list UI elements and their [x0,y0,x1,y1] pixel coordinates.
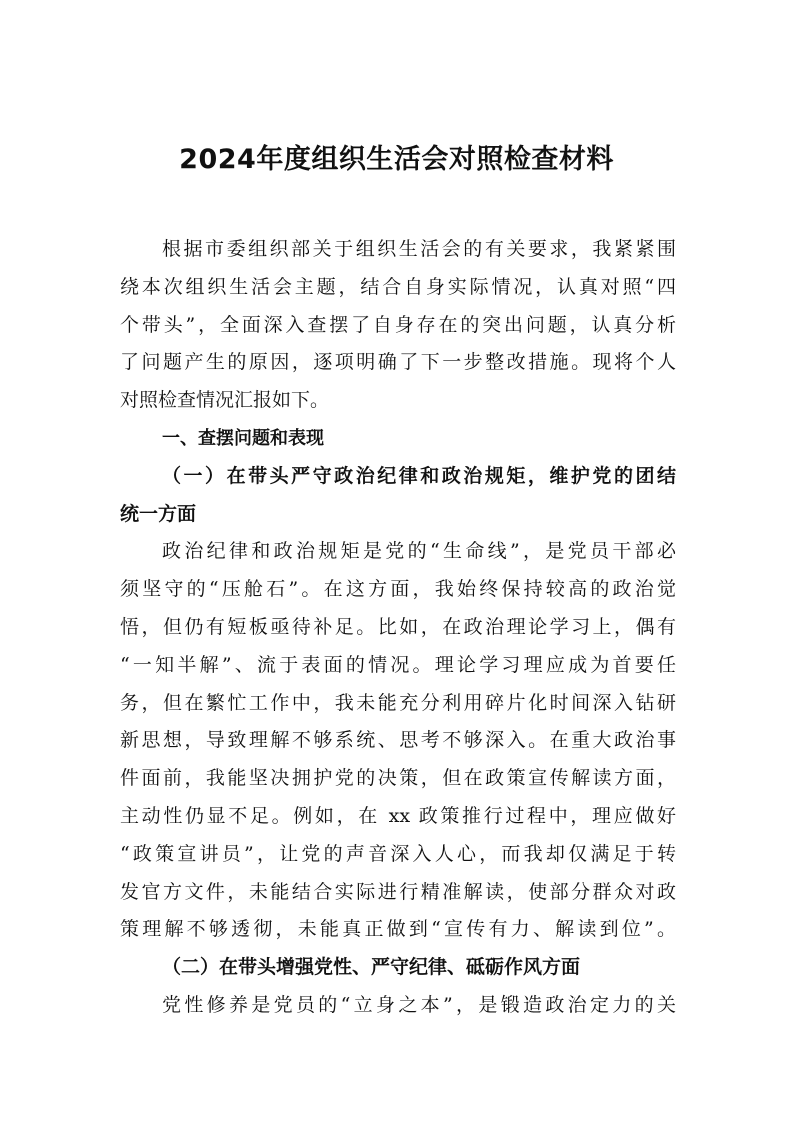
paragraph-line: 发官方文件，未能结合实际进行精准解读，使部分群众对政 [120,880,676,903]
paragraph-line: 新思想，导致理解不够系统、思考不够深入。在重大政治事 [120,729,676,752]
paragraph-line: “一知半解”、流于表面的情况。理论学习理应成为首要任 [120,653,676,676]
document-body [120,231,676,1025]
section-heading: 一、查摆问题和表现 [162,427,324,449]
paragraph-line: 对照检查情况汇报如下。 [120,389,330,412]
paragraph-line: 党性修养是党员的“立身之本”，是锻造政治定力的关 [162,993,676,1016]
paragraph-line: 悟，但仍有短板亟待补足。比如，在政治理论学习上，偶有 [120,615,676,638]
paragraph-line: 务，但在繁忙工作中，我未能充分利用碎片化时间深入钻研 [120,691,676,714]
paragraph-line: 根据市委组织部关于组织生活会的有关要求，我紧紧围 [162,238,676,260]
paragraph-line: 政治纪律和政治规矩是党的“生命线”，是党员干部必 [162,540,676,563]
subsection-heading: （一）在带头严守政治纪律和政治规矩，维护党的团结 [162,464,676,487]
paragraph-line: 件面前，我能坚决拥护党的决策，但在政策宣传解读方面， [120,767,676,790]
document-title: 2024年度组织生活会对照检查材料 [179,144,614,175]
paragraph-line: 须坚守的“压舱石”。在这方面，我始终保持较高的政治觉 [120,578,676,601]
paragraph-line: 绕本次组织生活会主题，结合自身实际情况，认真对照“四 [120,275,676,298]
paragraph-line: 个带头”，全面深入查摆了自身存在的突出问题，认真分析 [120,313,676,336]
paragraph-line: 了问题产生的原因，逐项明确了下一步整改措施。现将个人 [120,351,676,374]
paragraph-line: “政策宣讲员”，让党的声音深入人心，而我却仅满足于转 [120,842,676,865]
subsection-heading: （二）在带头增强党性、严守纪律、砥砺作风方面 [162,956,581,979]
subsection-heading-cont: 统一方面 [120,502,197,525]
paragraph-line: 策理解不够透彻，未能真正做到“宣传有力、解读到位”。 [120,918,676,941]
paragraph-line: 主动性仍显不足。例如，在 xx 政策推行过程中，理应做好 [120,804,676,827]
